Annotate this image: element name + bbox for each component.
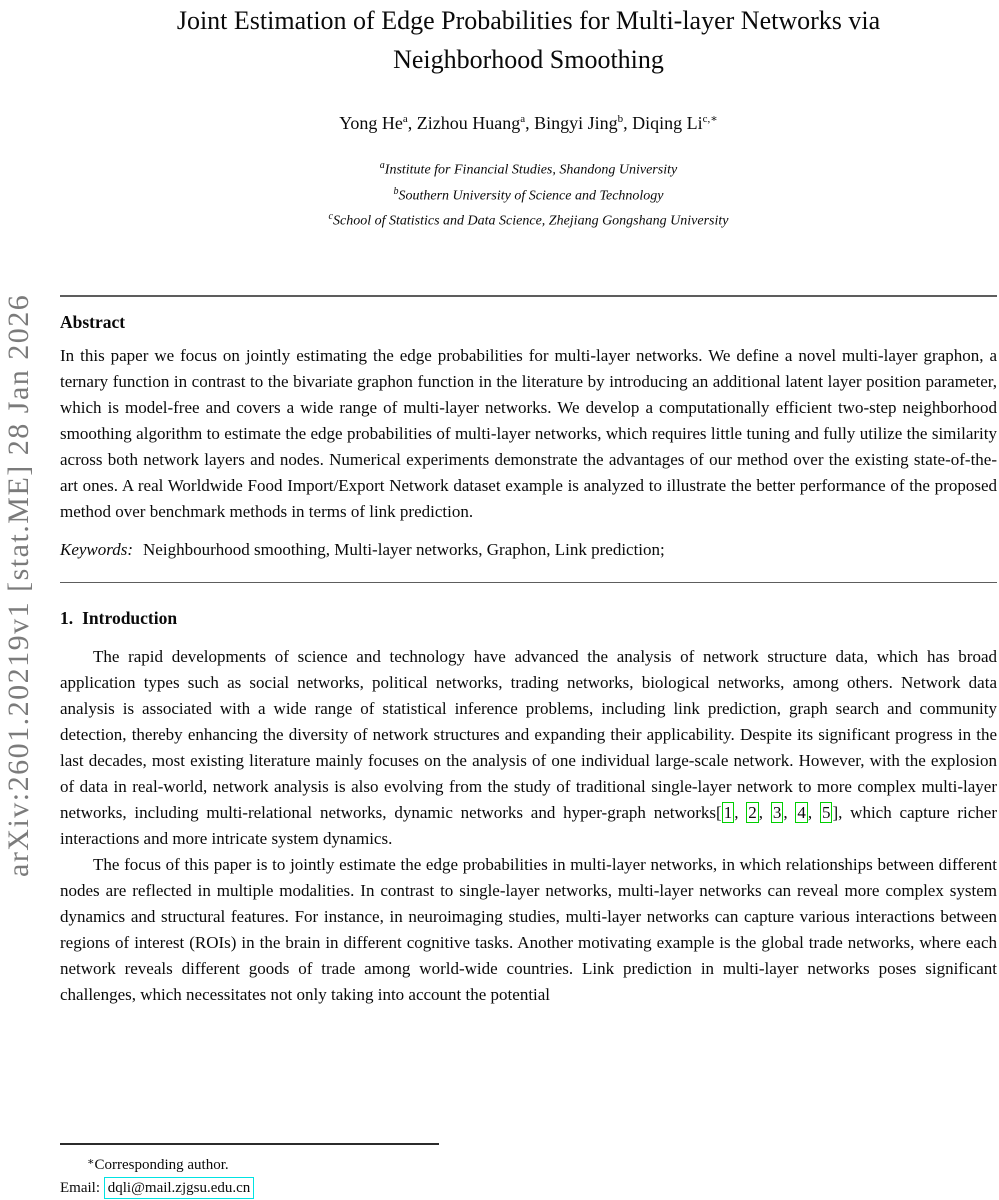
paper-title-line1: Joint Estimation of Edge Probabilities for Multi-layer Networks via (176, 6, 881, 35)
section-title: Introduction (82, 607, 178, 628)
footnote-block (60, 1143, 997, 1200)
affiliation-name: Institute for Financial Studies, Shandong University (384, 162, 678, 178)
affiliations-block (60, 155, 997, 232)
corresponding-author-note (60, 1151, 997, 1177)
citation-separator: , (734, 802, 747, 822)
affiliation-a (60, 155, 997, 181)
section-number: 1. (60, 607, 74, 628)
footnote-marker: ∗ (87, 1156, 95, 1168)
author-separator: , (407, 113, 417, 133)
citation-link-1[interactable]: 1 (723, 802, 733, 822)
email-line (60, 1177, 997, 1200)
paragraph-text: , which capture richer interactions and more intricate system dynamics. (60, 802, 998, 848)
paper-page (60, 0, 997, 1008)
abstract-heading: Abstract (60, 311, 126, 332)
affiliation-name: Southern University of Science and Technology (398, 188, 664, 204)
paper-title (60, 1, 997, 79)
author-name: Bingyi Jing (534, 113, 618, 133)
citation-link-4[interactable]: 4 (797, 802, 806, 822)
citation-separator: , (807, 802, 820, 822)
intro-paragraph-1 (60, 644, 997, 852)
citation-link-2[interactable]: 2 (748, 802, 757, 822)
citation-link-3[interactable]: 3 (772, 802, 782, 822)
email-link[interactable]: dqli@mail.zjgsu.edu.cn (104, 1177, 255, 1199)
author-name: Yong He (339, 113, 403, 133)
abstract-body: In this paper we focus on jointly estimating the edge probabilities for multi-layer networks. We define a novel multi-layer graphon, a ternary function in contrast to the bivariate graphon function in the literature by introducing an additional latent layer position parameter, which is model-free and covers a wide range of multi-layer networks. We develop a computationally efficient two-step neighborhood smoothing algorithm to estimate the edge probabilities of multi-layer networks, which requires little tuning and fully utilize the similarity across both network layers and nodes. Numerical experiments demonstrate the advantages of our method over the existing state-of-the-art ones. A real Worldwide Food Import/Export Network dataset example is analyzed to illustrate the better performance of the proposed method over benchmark methods in terms of link prediction. (60, 345, 997, 521)
keywords-label: Keywords: (60, 539, 134, 559)
paragraph-text: The rapid developments of science and technology have advanced the analysis of network structure data, which has broad application types such as social networks, political networks, trading networks, biological networks, among others. Network data analysis is associated with a wide range of statistical inference problems, including link prediction, graph search and community detection, thereby enhancing the diversity of network structures and expanding their applicability. Despite its significant progress in the last decades, most existing literature mainly focuses on the analysis of one individual large-scale network. However, with the explosion of data in real-world, network analysis is also evolving from the study of traditional single-layer network to more complex multi-layer networks, including multi-relational networks, dynamic networks and hyper-graph networks (60, 646, 997, 822)
author-name: Diqing Li (632, 113, 703, 133)
abstract-top-rule (60, 295, 997, 297)
citation-separator: , (758, 802, 771, 822)
citation-bracket-open: [ (716, 802, 722, 822)
author-affil-mark: a (520, 113, 526, 125)
author-line (60, 108, 997, 134)
abstract-bottom-rule (60, 582, 997, 583)
section-1-heading (60, 608, 997, 629)
affiliation-c (60, 206, 997, 232)
affiliation-mark: c (328, 211, 333, 223)
intro-paragraph-2: The focus of this paper is to jointly estimate the edge probabilities in multi-layer networks, in which relationships between different nodes are reflected in multiple modalities. In contrast to single-layer networks, multi-layer networks can reveal more complex system dynamics and structural features. For instance, in neuroimaging studies, multi-layer networks can capture various interactions between regions of interest (ROIs) in the brain in different cognitive tasks. Another motivating example is the global trade networks, where each network reveals different goods of trade among world-wide countries. Link prediction in multi-layer networks poses significant challenges, which necessitates not only taking into account the potential (60, 854, 997, 1004)
paper-title-line2: Neighborhood Smoothing (393, 45, 664, 74)
email-label: Email: (60, 1180, 104, 1196)
affiliation-mark: a (379, 160, 385, 171)
affiliation-mark: b (393, 185, 399, 197)
arxiv-watermark: arXiv:2601.20219v1 [stat.ME] 28 Jan 2026 (2, 293, 35, 877)
citation-link-5[interactable]: 5 (821, 802, 831, 822)
citation-separator: , (783, 802, 796, 822)
affiliation-name: School of Statistics and Data Science, Zhejiang Gongshang University (333, 213, 729, 229)
author-affil-mark: c,∗ (702, 113, 718, 125)
author-affil-mark: a (402, 113, 408, 125)
author-name: Zizhou Huang (416, 113, 521, 133)
keywords-line (60, 537, 997, 563)
footnote-text: Corresponding author. (94, 1157, 229, 1173)
affiliation-b (60, 181, 997, 207)
footnote-rule (60, 1143, 439, 1145)
keywords-text: Neighbourhood smoothing, Multi-layer networks, Graphon, Link prediction; (143, 539, 665, 559)
author-affil-mark: b (617, 113, 624, 125)
citation-bracket-close: ] (832, 802, 839, 822)
author-separator: , (525, 113, 535, 133)
author-separator: , (623, 113, 633, 133)
